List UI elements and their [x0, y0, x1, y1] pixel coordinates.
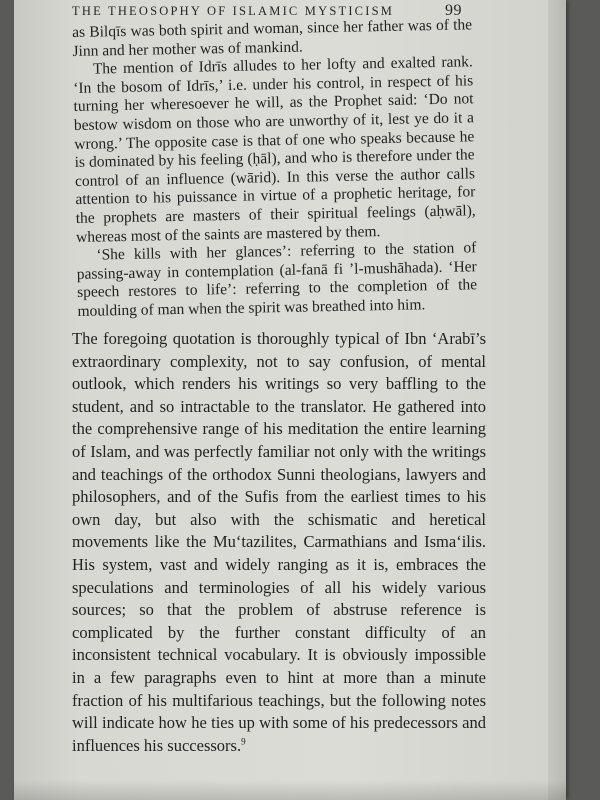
book-page: [14, 0, 566, 800]
page-shadow: [14, 780, 566, 800]
quotation-block: [72, 16, 478, 321]
main-paragraph: [72, 328, 486, 757]
quote-paragraph-1: as Bilqīs was both spirit and woman, since her father was of the Jinn and her mother was of mankind.: [72, 16, 473, 60]
quote-paragraph-2: The mention of Idrīs alludes to her lofty and exalted rank. ‘In the bosom of Idrīs,’ i.e. under his control, in respect of his turning her wheresoever he will, as the Prophet said: ‘Do not bestow wisdom on those who are unworthy of it, lest ye do it a wrong.’ The opposite case is that of one who speaks because he is dominated by his feeling (ḥāl), and who is therefore under the control of an influence (wārid). In this verse the author calls attention to his puissance in virtue of a prophetic heritage, for the prophets are masters of their spiritual feelings (aḥwāl), whereas most of the saints are mastered by them.: [73, 53, 476, 246]
running-head: THE THEOSOPHY OF ISLAMIC MYSTICISM: [72, 4, 395, 18]
page-number: 99: [445, 2, 462, 19]
body-text: [72, 328, 486, 757]
page-edge: [548, 0, 566, 800]
footnote-marker: 9: [241, 736, 246, 747]
quote-paragraph-3: ‘She kills with her glances’: referring to the station of passing-away in contemplation (al-fanā fi ’l-mushāhada). ‘Her speech restores to life’: referring to the completion of the moulding of man when the spirit was breathed into him.: [76, 239, 478, 320]
main-paragraph-text: The foregoing quotation is thoroughly typical of Ibn ‘Arabī’s extraordinary complexity, not to say confusion, of mental outlook, which renders his writings so very baffling to the student, and so intractable to the translator. He gathered into the comprehensive range of his meditation the entire learning of Islam, and was perfectly familiar not only with the writings and teachings of the orthodox Sunni theologians, lawyers and philosophers, and of the Sufis from the earliest times to his own day, but also with the schismatic and heretical movements like the Mu‘tazilites, Carmathians and Isma‘ilis. His system, vast and widely ranging as it is, embraces the speculations and terminologies of all his widely various sources; so that the problem of abstruse reference is complicated by the further constant difficulty of an inconsistent technical vocabulary. It is obviously impossible in a few paragraphs even to hint at more than a minute fraction of his multifarious teachings, but the following notes will indicate how he ties up with some of his predecessors and influences his successors.: [72, 329, 486, 755]
